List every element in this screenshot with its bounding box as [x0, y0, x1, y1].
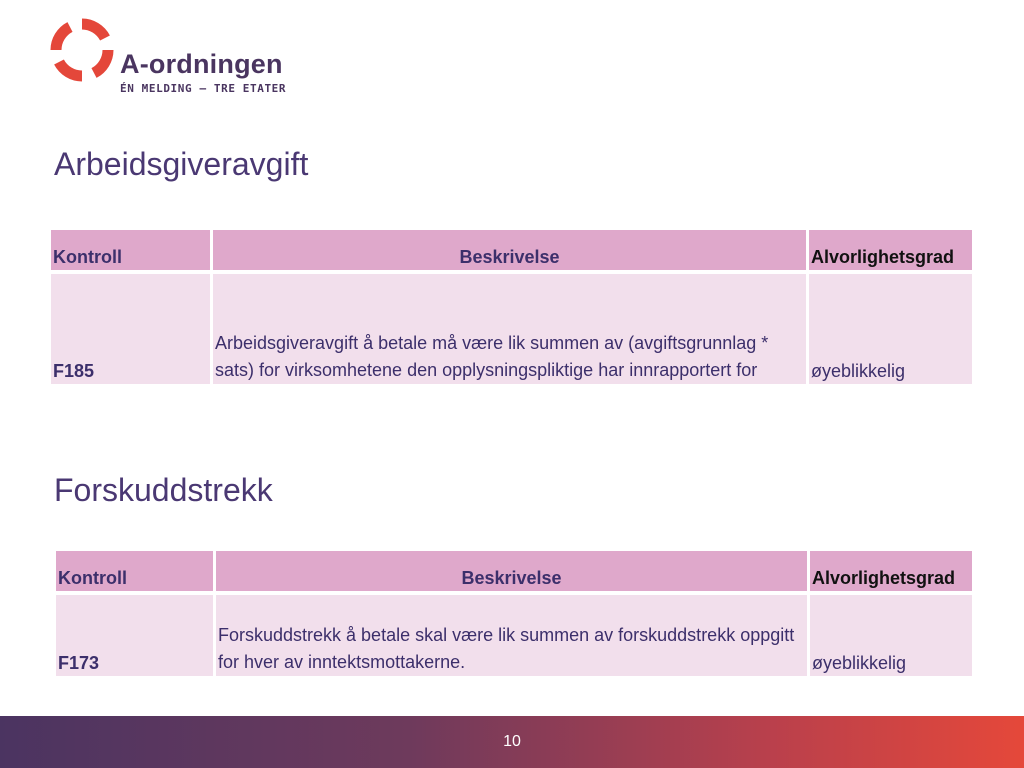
- logo-tagline: ÉN MELDING – TRE ETATER: [120, 82, 287, 95]
- page-number: 10: [503, 733, 521, 750]
- header-beskrivelse: Beskrivelse: [213, 230, 809, 274]
- control-code: F173: [56, 595, 216, 676]
- table-header-row: [51, 230, 972, 274]
- control-table-arbeidsgiveravgift: [51, 230, 972, 384]
- table-row: [56, 595, 972, 676]
- section-title-arbeidsgiveravgift: Arbeidsgiveravgift: [54, 146, 309, 182]
- header-alvorlighetsgrad: Alvorlighetsgrad: [809, 230, 972, 274]
- header-kontroll: Kontroll: [51, 230, 213, 274]
- control-description: Forskuddstrekk å betale skal være lik summen av forskuddstrekk oppgitt for hver av inntektsmottakerne.: [216, 595, 810, 676]
- control-description: Arbeidsgiveravgift å betale må være lik summen av (avgiftsgrunnlag * sats) for virksomhetene den opplysningspliktige har innrapportert for: [213, 274, 809, 384]
- control-severity: øyeblikkelig: [809, 274, 972, 384]
- footer-bar: [0, 716, 1024, 768]
- control-table-forskuddstrekk: [56, 551, 972, 676]
- a-ordningen-logo: [50, 18, 290, 98]
- table-header-row: [56, 551, 972, 595]
- header-beskrivelse: Beskrivelse: [216, 551, 810, 595]
- table-row: [51, 274, 972, 384]
- header-alvorlighetsgrad: Alvorlighetsgrad: [810, 551, 972, 595]
- header-kontroll: Kontroll: [56, 551, 216, 595]
- control-code: F185: [51, 274, 213, 384]
- control-severity: øyeblikkelig: [810, 595, 972, 676]
- section-title-forskuddstrekk: Forskuddstrekk: [54, 472, 273, 508]
- logo-ring-icon: [50, 18, 114, 82]
- logo-title: A-ordningen: [120, 49, 283, 79]
